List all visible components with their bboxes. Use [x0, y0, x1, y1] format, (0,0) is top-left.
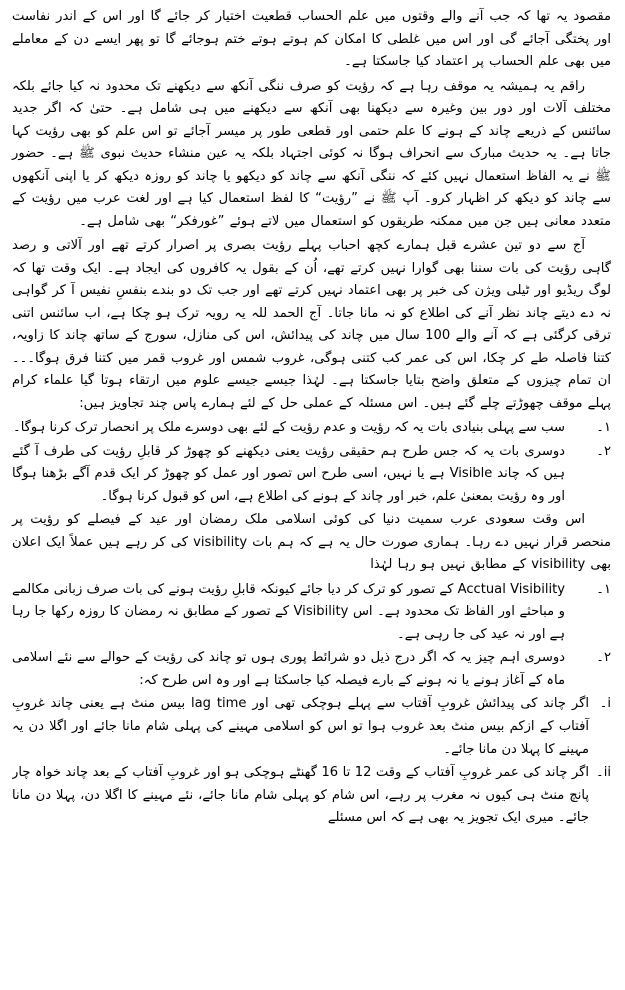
sub-item-1	[12, 579, 611, 647]
condition-item-ii	[12, 762, 611, 830]
condition-item-ii-text: اگر چاند کی عمر غروبِ آفتاب کے وقت 12 تا 16 گھنٹے ہوچکی ہو اور غروبِ آفتاب کے بعد چاند خواہ چار پانچ منٹ ہی کیوں نہ مغرب پر رہے، اس شام کو پہلی شام مانا جائے، نئے مہینے کا اگلا دن، پہلا دن مانا جائے۔ میری ایک تجویز یہ بھی ہے کہ اس مسئلے	[12, 765, 590, 826]
paragraph-3: آج سے دو تین عشرے قبل ہمارے کچھ احباب پہلے رؤیت بصری پر اصرار کرتے تھے اور آلاتی و رصد گاہی رؤیت کی بات سننا بھی گوارا نہیں کرتے تھے، اُن کے بقول یہ کافروں کی ایجاد ہے۔ ایک وقت تھا کہ لوگ ریڈیو اور ٹیلی ویژن کی خبر پر بھی اعتماد نہیں کرتے تھے اور جب تک دو بندے بنفسِ نفیس آ کر گواہی نہ دے دیتے چاند نظر آنے کی اطلاع کو نہ مانا جاتا۔ آج الحمد للہ یہ رویہ ترک ہو چکا ہے، اب سائنس اتنی ترقی کرگئی ہے کہ آنے والے 100 سال میں چاند کی پیدائش، اس کی منازل، سورج کے ساتھ چاند کا زاویہ، کتنا فاصلہ طے کر چکا، اس کی عمر کب کتنی ہوگی، غروب شمس اور غروب قمر میں کتنا فرق ہوگا۔۔۔ ان تمام چیزوں کے متعلق واضح بتایا جاسکتا ہے۔ لہٰذا جیسے جیسے علوم میں ارتقاء ہوتا گیا علماء کرام پہلے موقف چھوڑتے چلے گئے ہیں۔ اس مسئلہ کے عملی حل کے لئے ہمارے پاس چند تجاویز ہیں:	[12, 238, 611, 411]
sub-item-2-marker: ٢۔	[596, 650, 611, 666]
list-item-1	[12, 417, 611, 440]
paragraph-2: راقم یہ ہمیشہ یہ موقف رہا ہے کہ رؤیت کو صرف ننگی آنکھ سے دیکھنے تک محدود نہ کیا جائے بلکہ مختلف آلات اور دور بین وغیرہ سے دیکھنا بھی آنکھ سے دیکھنے میں ہی شامل ہے۔ حتیٰ کہ اگر جدید سائنس کے ذریعے چاند کے ہونے کا علم حتمی اور قطعی طور پر میسر آجائے تو اس علم کو بھی رؤیت کہا جاتا ہے۔ یہ حدیث مبارک سے انحراف ہوگا نہ کوئی اجتہاد بلکہ یہ عین منشاء حدیث نبوی ﷺ ہے۔ حضور ﷺ نے یہ الفاظ استعمال نہیں کئے کہ ننگی آنکھ سے چاند کو دیکھو یا چاند کو روزہ دیکھ کر یا اپنی آنکھوں سے چاند کو دیکھ کر اظہار کرو۔ آپ ﷺ نے ”رؤیت“ کا لفظ استعمال کیا ہے اور لغت عرب میں رؤیت کے متعدد معانی ہیں جن میں ممکنہ طریقوں کو استعمال میں لاتے ہوئے ”غورفکر“ بھی شامل ہے۔	[12, 78, 611, 229]
list-item-2-text: دوسری بات یہ کہ جس طرح ہم حقیقی رؤیت یعنی دیکھنے کو چھوڑ کر قابلِ رؤیت کی طرف آ گئے ہیں کہ چاند Visible ہے یا نہیں، اسی طرح اس تصور اور عمل کو چھوڑ کر ایک قدم آگے بڑھنا ہوگا اور وہ رؤیت بمعنیٰ علم، خبر اور چاند کے ہونے کی اطلاع ہے، اس کو قبول کرنا ہوگا۔	[12, 443, 565, 504]
condition-item-i-marker: i۔	[599, 696, 611, 712]
sub-item-2	[12, 647, 611, 692]
list-item-1-marker: ١۔	[596, 420, 611, 436]
sub-item-2-text: دوسری اہم چیز یہ کہ اگر درج ذیل دو شرائط پوری ہوں تو چاند کی رؤیت کے حوالے سے نئے اسلامی ماہ کے آغاز ہونے یا نہ ہونے کے بارے فیصلہ کیا جاسکتا ہے اور وہ اس طرح کہ:	[12, 650, 565, 688]
condition-item-i	[12, 693, 611, 761]
list-item-2	[12, 441, 611, 509]
list-item-2-marker: ٢۔	[596, 443, 611, 459]
sub-item-1-text: Acctual Visibility کے تصور کو ترک کر دیا جائے کیونکہ قابلِ رؤیت ہونے کی بات صرف زبانی مکالمے و مباحثے اور الفاظ تک محدود ہے۔ اس Visibility کے تصور کے مطابق نہ رمضان کا روزہ رکھا جا رہا ہے اور نہ عید کی جا رہی ہے۔	[12, 581, 566, 642]
sub-item-1-marker: ١۔	[596, 581, 611, 597]
condition-item-i-text: اگر چاند کی پیدائش غروبِ آفتاب سے پہلے ہوچکی تھی اور lag time بیس منٹ ہے یعنی چاند غروبِ آفتاب کے ازکم بیس منٹ بعد غروب ہوا تو اس کو اسلامی مہینے کی پہلی شام مانا جائے اور اگلا دن یہ مہینے کا پہلا دن مانا جائے۔	[12, 696, 589, 757]
condition-item-ii-marker: ii۔	[596, 765, 611, 781]
list-item-1-text: سب سے پہلی بنیادی بات یہ کہ رؤیت و عدم رؤیت کے لئے بھی دوسرے ملک پر انحصار ترک کرنا ہوگا۔	[13, 420, 565, 436]
paragraph-4: اس وقت سعودی عرب سمیت دنیا کی کوئی اسلامی ملک رمضان اور عید کے فیصلے کو رؤیت پر منحصر قرار نہیں دے رہا۔ ہماری صورت حال یہ ہے کہ ہم بات visibility کی کر رہے ہیں عملاً ایک اعلان بھی visibility کے مطابق نہیں ہو رہا لہٰذا	[12, 512, 611, 573]
paragraph-1: مقصود یہ تھا کہ جب آنے والے وقتوں میں علم الحساب قطعیت اختیار کر جائے گا اور اس کے اندر نفاست اور پختگی آجائے گی اور اس میں غلطی کا امکان کم ہوتے ہوتے ختم ہوجائے گا تو پھر ایسے دن کے معاملے میں بھی علم الحساب پر اعتماد کیا جاسکتا ہے۔	[12, 9, 611, 70]
